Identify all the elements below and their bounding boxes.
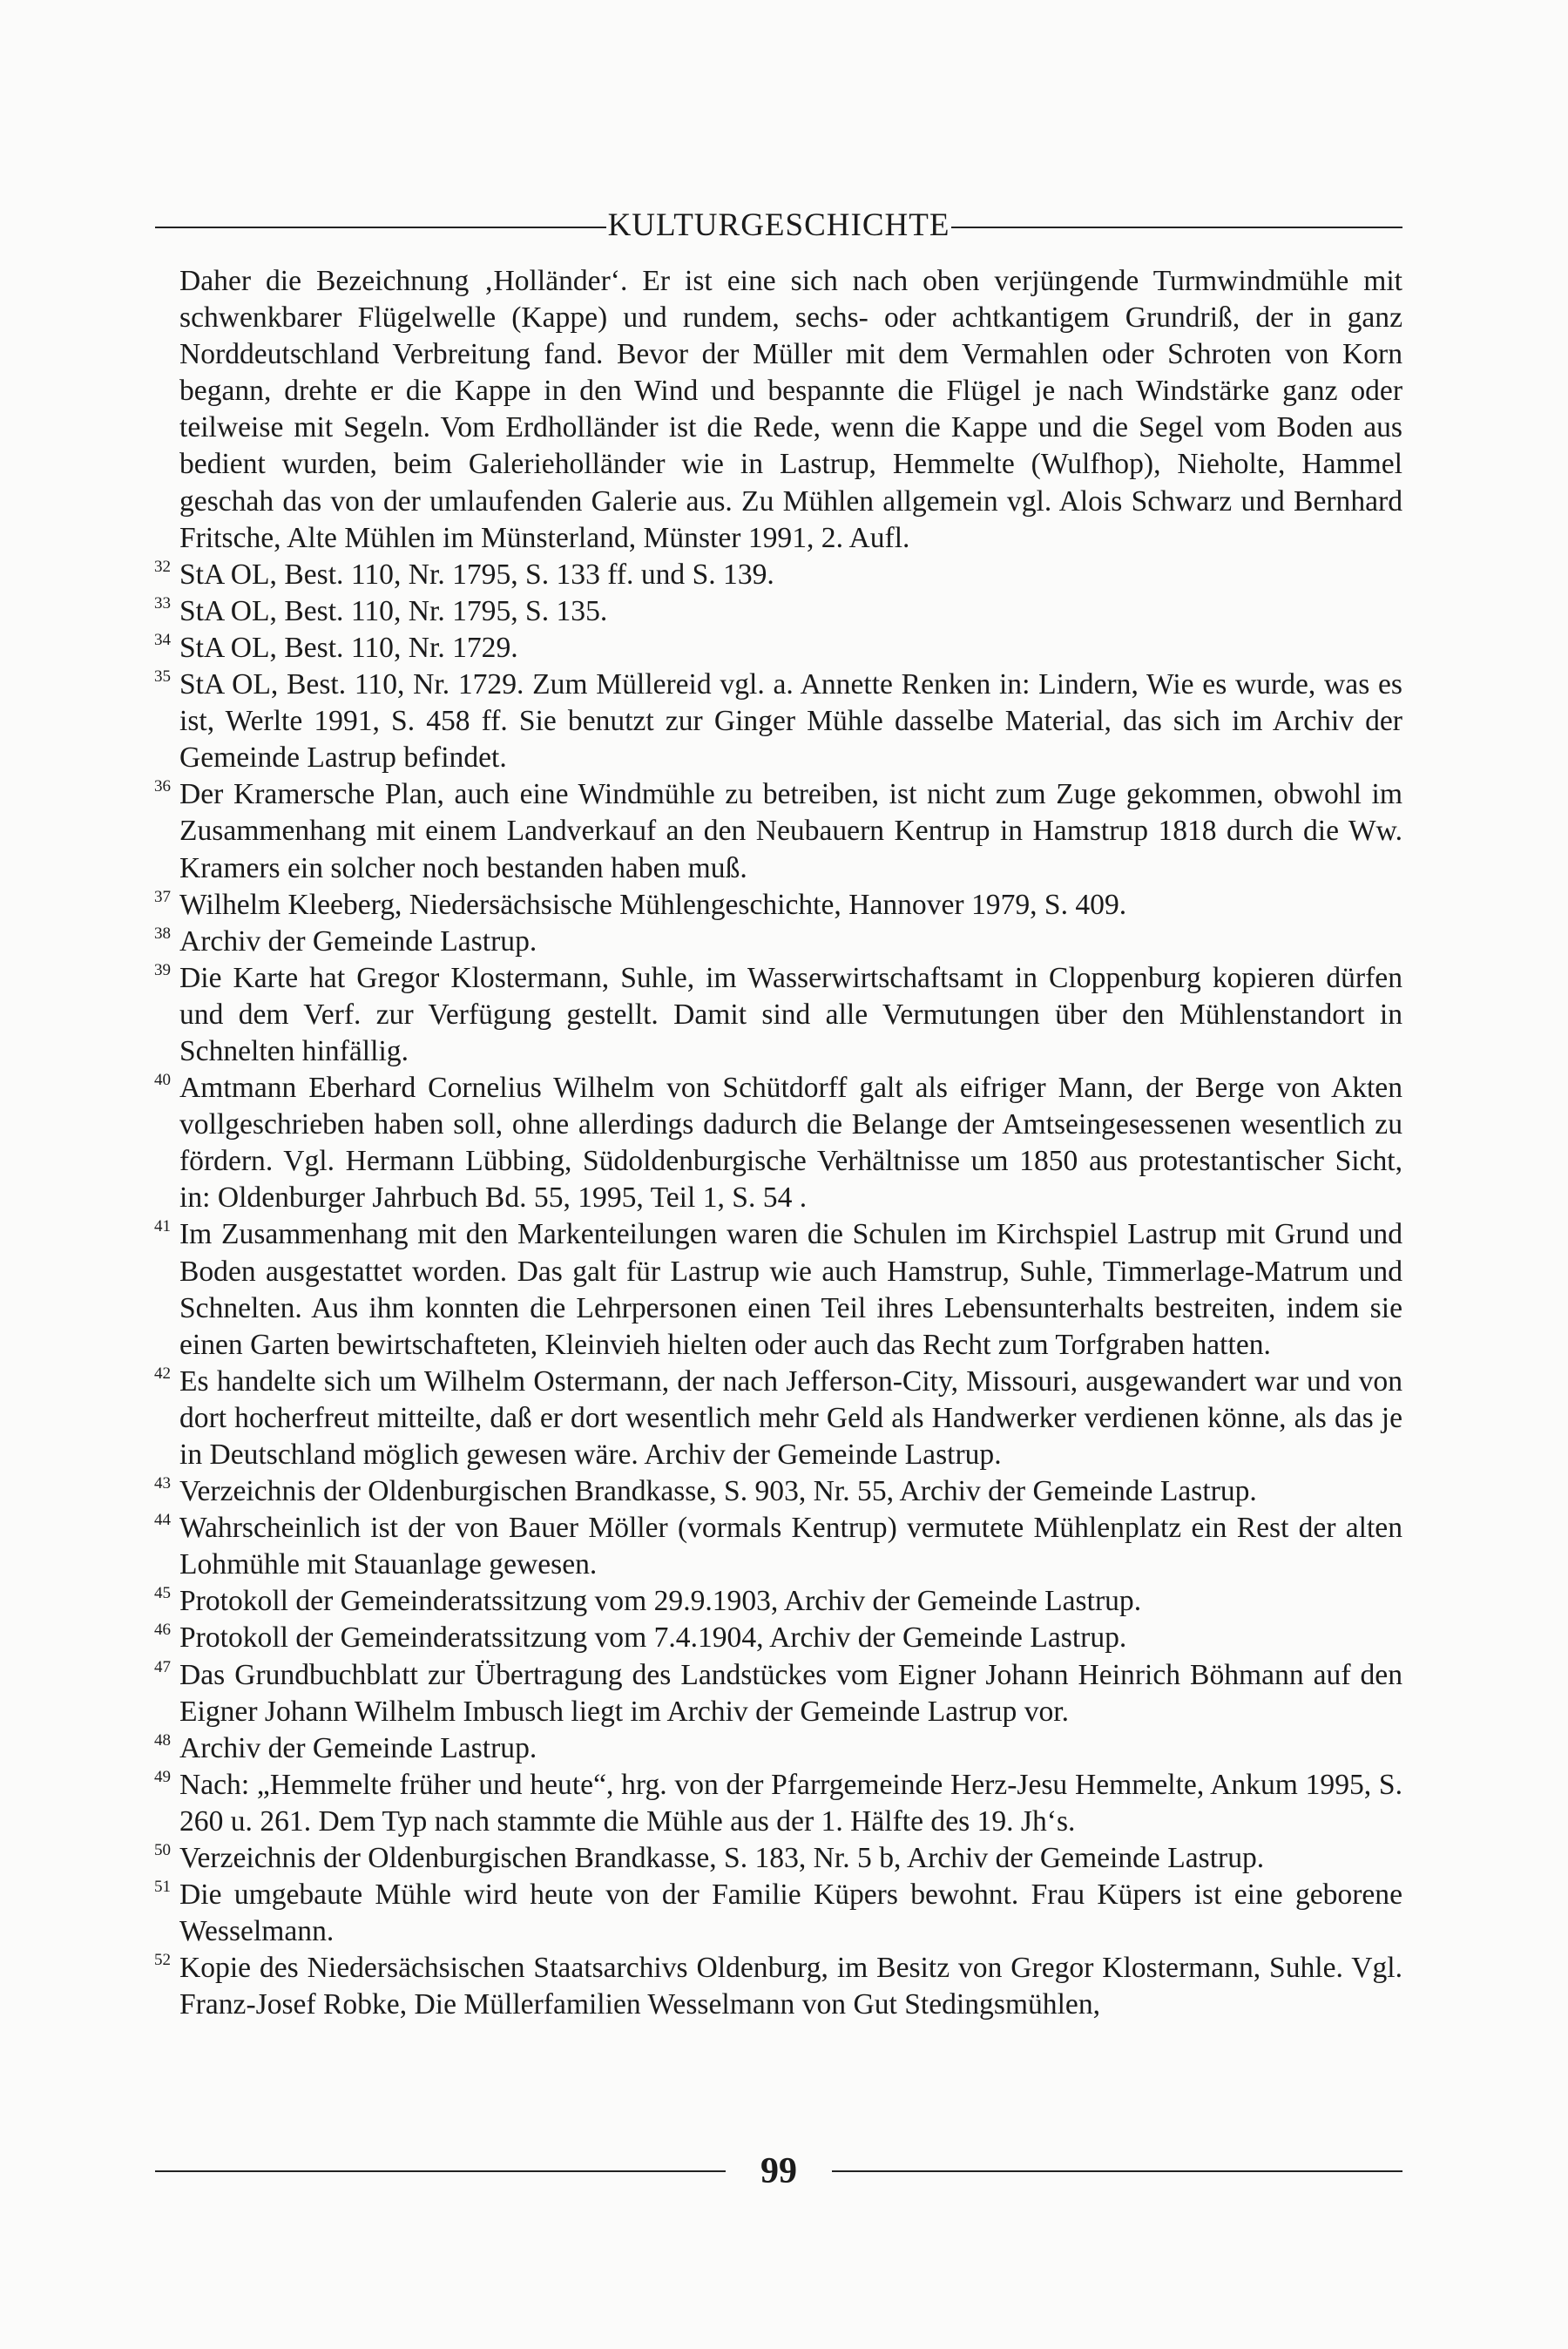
footnote-text: Verzeichnis der Oldenburgischen Brandkasse, S. 903, Nr. 55, Archiv der Gemeinde Lastrup. <box>179 1475 1257 1508</box>
footnote <box>154 1070 1402 1216</box>
footnote-number: 32 <box>154 557 171 576</box>
footnote-number: 48 <box>154 1730 171 1750</box>
footnote <box>154 1473 1402 1510</box>
footnote-text: StA OL, Best. 110, Nr. 1729. <box>179 631 518 664</box>
footnote-number: 37 <box>154 887 171 906</box>
footnote <box>154 1657 1402 1730</box>
footnote-text: Wahrscheinlich ist der von Bauer Möller (vormals Kentrup) vermutete Mühlenplatz ein Rest der alten Lohmühle mit Stauanlage gewesen. <box>179 1512 1402 1581</box>
footnote-number: 36 <box>154 777 171 796</box>
footnote-text: Verzeichnis der Oldenburgischen Brandkasse, S. 183, Nr. 5 b, Archiv der Gemeinde Lastrup. <box>179 1842 1265 1875</box>
footnote-text: StA OL, Best. 110, Nr. 1729. Zum Müllereid vgl. a. Annette Renken in: Lindern, Wie es wurde, was es ist, Werlte 1991, S. 458 ff. Sie benutzt zur Ginger Mühle dasselbe Material, das sich im Archiv der Gemeinde Lastrup befindet. <box>179 668 1402 775</box>
footnote <box>154 1730 1402 1767</box>
footnote-number: 44 <box>154 1511 171 1530</box>
footnote-number: 35 <box>154 667 171 687</box>
footnote-section <box>154 263 1402 2024</box>
page-footer <box>155 2145 1402 2197</box>
footnote-text: Amtmann Eberhard Cornelius Wilhelm von Schütdorff galt als eifriger Mann, der Berge von Akten vollgeschrieben haben soll, ohne allerdings dadurch die Belange der Amtseingesessenen wesentlich zu fördern. Vgl. Hermann Lübbing, Südoldenburgische Verhältnisse um 1850 aus protestantischer Sicht, in: Oldenburger Jahrbuch Bd. 55, 1995, Teil 1, S. 54 . <box>179 1072 1402 1215</box>
footnote <box>154 1583 1402 1620</box>
footnote-number: 46 <box>154 1621 171 1640</box>
footnote <box>154 924 1402 960</box>
footnote-text: Der Kramersche Plan, auch eine Windmühle zu betreiben, ist nicht zum Zuge gekommen, obwohl im Zusammenhang mit einem Landverkauf an den Neubauern Kentrup in Hamstrup 1818 durch die Ww. Kramers ein solcher noch bestanden haben muß. <box>179 778 1402 884</box>
footnote-number: 47 <box>154 1657 171 1676</box>
footnote <box>154 593 1402 630</box>
footnote <box>154 1364 1402 1473</box>
footnote-number: 49 <box>154 1767 171 1786</box>
footnote <box>154 1840 1402 1877</box>
footer-rule-left <box>155 2170 726 2172</box>
running-header-title: KULTURGESCHICHTE <box>607 206 950 243</box>
footnote <box>154 1767 1402 1840</box>
footnote-number: 33 <box>154 593 171 613</box>
footnote-text: Nach: „Hemmelte früher und heute“, hrg. von der Pfarrgemeinde Herz-Jesu Hemmelte, Ankum 1995, S. 260 u. 261. Dem Typ nach stammte die Mühle aus der 1. Hälfte des 19. Jh‘s. <box>179 1768 1402 1838</box>
footnote-text: Die umgebaute Mühle wird heute von der Familie Küpers bewohnt. Frau Küpers ist eine geborene Wesselmann. <box>179 1879 1402 1948</box>
footnote-text: Die Karte hat Gregor Klostermann, Suhle, im Wasserwirtschaftsamt in Cloppenburg kopieren dürfen und dem Verf. zur Verfügung gestellt. Damit sind alle Vermutungen über den Mühlenstandort in Schnelten hinfällig. <box>179 961 1402 1067</box>
footnote-list <box>154 557 1402 2024</box>
footnote <box>154 557 1402 593</box>
footnote-text: Protokoll der Gemeinderatssitzung vom 7.4.1904, Archiv der Gemeinde Lastrup. <box>179 1621 1127 1655</box>
footnote-text: Kopie des Niedersächsischen Staatsarchivs Oldenburg, im Besitz von Gregor Klostermann, Suhle. Vgl. Franz-Josef Robke, Die Müllerfamilien Wesselmann von Gut Stedingsmühlen, <box>179 1952 1402 2021</box>
footnote-number: 40 <box>154 1071 171 1090</box>
footnote-number: 52 <box>154 1951 171 1970</box>
footnote-number: 34 <box>154 630 171 649</box>
footnote-text: Protokoll der Gemeinderatssitzung vom 29.9.1903, Archiv der Gemeinde Lastrup. <box>179 1585 1142 1618</box>
page-number: 99 <box>760 2151 797 2191</box>
footnote-number: 41 <box>154 1217 171 1236</box>
footer-rule-right <box>832 2170 1402 2172</box>
footnote-number: 39 <box>154 960 171 979</box>
footnote <box>154 1950 1402 2023</box>
footnote <box>154 1216 1402 1363</box>
footnote <box>154 887 1402 924</box>
footnote-text: StA OL, Best. 110, Nr. 1795, S. 133 ff. und S. 139. <box>179 558 774 591</box>
footnote <box>154 960 1402 1070</box>
footnote-text: Archiv der Gemeinde Lastrup. <box>179 924 537 958</box>
footnote <box>154 1877 1402 1950</box>
footnote <box>154 667 1402 776</box>
footnote-text: Im Zusammenhang mit den Markenteilungen waren die Schulen im Kirchspiel Lastrup mit Grund und Boden ausgestattet worden. Das galt für Lastrup wie auch Hamstrup, Suhle, Timmerlage-Matrum und Schnelten. Aus ihm konnten die Lehrpersonen einen Teil ihres Lebensunterhalts bestreiten, indem sie einen Garten bewirtschafteten, Kleinvieh hielten oder auch das Recht zum Torfgraben hatten. <box>179 1218 1402 1361</box>
footnote <box>154 776 1402 886</box>
footnote-text: Wilhelm Kleeberg, Niedersächsische Mühlengeschichte, Hannover 1979, S. 409. <box>179 888 1127 921</box>
footnote-text: Es handelte sich um Wilhelm Ostermann, der nach Jefferson-City, Missouri, ausgewandert war und von dort hocherfreut mitteilte, daß er dort wesentlich mehr Geld als Handwerker verdienen könne, als das je in Deutschland möglich gewesen wäre. Archiv der Gemeinde Lastrup. <box>179 1364 1402 1471</box>
footnote-continuation: Daher die Bezeichnung ‚Holländer‘. Er ist eine sich nach oben verjüngende Turmwindmühle mit schwenkbarer Flügelwelle (Kappe) und rundem, sechs- oder achtkantigem Grundriß, der in ganz Norddeutschland Verbreitung fand. Bevor der Müller mit dem Vermahlen oder Schroten von Korn begann, drehte er die Kappe in den Wind und bespannte die Flügel je nach Windstärke ganz oder teilweise mit Segeln. Vom Erdholländer ist die Rede, wenn die Kappe und die Segel vom Boden aus bedient wurden, beim Galerieholländer wie in Lastrup, Hemmelte (Wulfhop), Nieholte, Hammel geschah das von der umlaufenden Galerie aus. Zu Mühlen allgemein vgl. Alois Schwarz und Bernhard Fritsche, Alte Mühlen im Münsterland, Münster 1991, 2. Aufl. <box>179 265 1402 554</box>
footnote-number: 45 <box>154 1584 171 1603</box>
footnote <box>154 630 1402 667</box>
footnote-number: 51 <box>154 1878 171 1897</box>
header-rule-left <box>155 227 606 228</box>
footnote-text: Das Grundbuchblatt zur Übertragung des Landstückes vom Eigner Johann Heinrich Böhmann auf den Eigner Johann Wilhelm Imbusch liegt im Archiv der Gemeinde Lastrup vor. <box>179 1658 1402 1728</box>
footnote-number: 43 <box>154 1474 171 1493</box>
running-header <box>155 199 1402 251</box>
footnote-text: StA OL, Best. 110, Nr. 1795, S. 135. <box>179 594 608 627</box>
footnote <box>154 1620 1402 1656</box>
footnote-number: 50 <box>154 1841 171 1860</box>
footnote <box>154 1510 1402 1583</box>
footnote-number: 42 <box>154 1364 171 1383</box>
footnote-number: 38 <box>154 924 171 943</box>
footnote-text: Archiv der Gemeinde Lastrup. <box>179 1731 537 1764</box>
header-rule-right <box>951 227 1402 228</box>
